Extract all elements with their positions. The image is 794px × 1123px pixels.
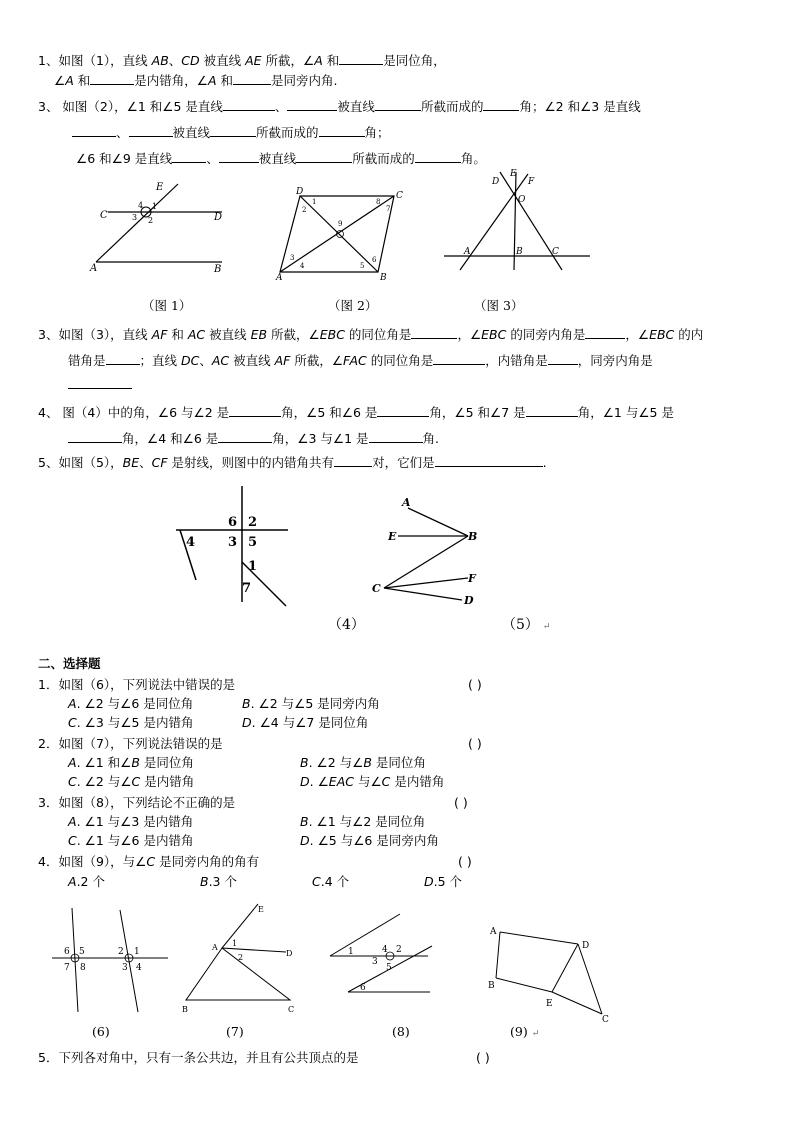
figure-4: [176, 486, 296, 610]
caption-fig7: (7): [226, 1024, 244, 1039]
angle-3: 3: [372, 957, 378, 967]
choice-q4-stem: 4．如图（9），与∠C 是同旁内角的角有: [38, 854, 260, 869]
choice-q1-c[interactable]: C. ∠3 与∠5 是内错角: [68, 715, 194, 730]
answer-blank[interactable]: [68, 376, 132, 389]
label-F: F: [468, 572, 476, 585]
angle-1: 1: [248, 559, 258, 574]
q4-line2: 角，∠4 和∠6 是 角，∠3 与∠1 是 角.: [68, 430, 439, 447]
choice-q1-stem: 1．如图（6），下列说法中错误的是: [38, 677, 236, 692]
label-A: A: [464, 247, 471, 257]
angle-4: 4: [382, 945, 388, 955]
label-A: A: [402, 496, 411, 509]
q2-line1: 3、 如图（2），∠1 和∠5 是直线 、 被直线 所截而成的 角；∠2 和∠3 是直线: [38, 99, 641, 114]
choice-q3-d[interactable]: D. ∠5 与∠6 是同旁内角: [300, 833, 439, 848]
answer-blank[interactable]: [296, 150, 352, 163]
angle-3: 3: [228, 535, 238, 550]
q5-line: 5、如图（5），BE、CF 是射线，则图中的内错角共有 对，它们是 .: [38, 455, 547, 470]
return-mark: ↵: [531, 1029, 540, 1039]
figure-8: [328, 908, 438, 1000]
q2-line3: ∠6 和∠9 是直线 、 被直线 所截而成的 角。: [76, 151, 486, 166]
choice-q1-a[interactable]: A. ∠2 与∠6 是同位角: [68, 696, 194, 711]
figure-1: [86, 180, 236, 280]
answer-blank[interactable]: [106, 352, 140, 365]
answer-blank[interactable]: [90, 72, 134, 85]
answer-blank[interactable]: [218, 430, 272, 443]
angle-6: 6: [64, 947, 70, 957]
choice-q3-b[interactable]: B. ∠1 与∠2 是同位角: [300, 814, 426, 829]
label-E: E: [388, 530, 397, 543]
label-A: A: [212, 943, 218, 952]
choice-q2-stem: 2．如图（7），下列说法错误的是: [38, 736, 223, 751]
angle-4: 4: [136, 963, 142, 973]
label-D: D: [464, 594, 474, 607]
choice-q4-b[interactable]: B.3 个: [200, 874, 237, 889]
label-C: C: [372, 582, 381, 595]
angle-7: 7: [64, 963, 70, 973]
choice-q2-b[interactable]: B. ∠2 与∠B 是同位角: [300, 755, 426, 770]
label-O: O: [518, 195, 526, 205]
choice-q1-d[interactable]: D. ∠4 与∠7 是同位角: [242, 715, 369, 730]
answer-blank[interactable]: [433, 352, 485, 365]
angle-9: 9: [338, 220, 343, 228]
caption-fig4: （4）: [328, 617, 365, 633]
label-B: B: [516, 247, 523, 257]
answer-blank[interactable]: [229, 404, 281, 417]
answer-blank[interactable]: [172, 150, 206, 163]
choice-q2-a[interactable]: A. ∠1 和∠B 是同位角: [68, 755, 194, 770]
answer-blank[interactable]: [287, 98, 337, 111]
label-C: C: [602, 1015, 609, 1025]
label-B: B: [488, 981, 495, 991]
answer-blank[interactable]: [585, 326, 625, 339]
figure-5: [370, 496, 490, 608]
label-E: E: [510, 169, 517, 179]
caption-fig6: (6): [92, 1024, 110, 1039]
answer-blank[interactable]: [375, 98, 421, 111]
choice-q1-paren[interactable]: ( ): [468, 677, 482, 692]
angle-6: 6: [372, 256, 377, 264]
answer-blank[interactable]: [233, 72, 271, 85]
angle-1: 1: [232, 939, 238, 948]
angle-4: 4: [138, 201, 144, 210]
answer-blank[interactable]: [72, 124, 116, 137]
q3-line3: [68, 376, 132, 393]
angle-5: 5: [79, 947, 85, 957]
angle-4: 4: [300, 262, 305, 270]
answer-blank[interactable]: [415, 150, 461, 163]
angle-2: 2: [396, 945, 402, 955]
angle-2: 2: [248, 515, 258, 530]
choice-q3-a[interactable]: A. ∠1 与∠3 是内错角: [68, 814, 194, 829]
answer-blank[interactable]: [526, 404, 578, 417]
angle-7: 7: [386, 205, 391, 213]
q3-line1: 3、如图（3），直线 AF 和 AC 被直线 EB 所截，∠EBC 的同位角是 ，∠EBC 的同旁内角是 ，∠EBC 的内: [38, 327, 704, 342]
caption-fig2: （图 2）: [328, 298, 378, 313]
answer-blank[interactable]: [319, 124, 365, 137]
answer-blank[interactable]: [548, 352, 578, 365]
angle-2: 2: [118, 947, 124, 957]
caption-fig9: (9) ↵: [510, 1024, 540, 1039]
q4-line1: 4、 图（4）中的角，∠6 与∠2 是 角，∠5 和∠6 是 角，∠5 和∠7 是 角，∠1 与∠5 是: [38, 405, 674, 420]
label-F: F: [528, 177, 535, 187]
choice-q4-a[interactable]: A.2 个: [68, 874, 105, 889]
label-A: A: [90, 263, 98, 274]
answer-blank[interactable]: [129, 124, 173, 137]
angle-4: 4: [186, 535, 196, 550]
answer-blank[interactable]: [483, 98, 519, 111]
answer-blank[interactable]: [68, 430, 122, 443]
label-C: C: [100, 210, 108, 221]
label-D: D: [296, 187, 304, 197]
angle-8: 8: [376, 198, 381, 206]
label-C: C: [552, 247, 559, 257]
angle-7: 7: [242, 581, 252, 596]
angle-2: 2: [238, 953, 244, 962]
answer-blank[interactable]: [223, 98, 275, 111]
angle-1: 1: [312, 198, 317, 206]
label-E: E: [546, 999, 553, 1009]
choice-q2-c[interactable]: C. ∠2 与∠C 是内错角: [68, 774, 195, 789]
angle-8: 8: [80, 963, 86, 973]
choice-q4-d[interactable]: D.5 个: [424, 874, 463, 889]
label-E: E: [258, 905, 264, 914]
choice-q2-paren[interactable]: ( ): [468, 736, 482, 751]
choice-q5-stem: 5．下列各对角中，只有一条公共边，并且有公共顶点的是: [38, 1050, 359, 1065]
answer-blank[interactable]: [219, 150, 259, 163]
choice-q2-d[interactable]: D. ∠EAC 与∠C 是内错角: [300, 774, 445, 789]
figure-2: [276, 186, 402, 282]
label-B: B: [214, 264, 222, 275]
q1-line2: ∠A 和 是内错角，∠A 和 是同旁内角.: [54, 73, 338, 88]
answer-blank[interactable]: [210, 124, 256, 137]
answer-blank[interactable]: [377, 404, 429, 417]
q1-line1: 1、如图（1），直线 AB、CD 被直线 AE 所截，∠A 和 是同位角，: [38, 53, 446, 68]
caption-fig5: （5） ↵: [502, 617, 551, 633]
choice-q3-c[interactable]: C. ∠1 与∠6 是内错角: [68, 833, 194, 848]
angle-3: 3: [132, 213, 138, 222]
angle-5: 5: [386, 963, 392, 973]
angle-2: 2: [148, 216, 154, 225]
label-C: C: [396, 191, 403, 201]
label-B: B: [468, 530, 478, 543]
label-C: C: [288, 1005, 295, 1014]
label-D: D: [214, 212, 223, 223]
figure-6: [52, 906, 172, 1016]
angle-5: 5: [248, 535, 258, 550]
answer-blank[interactable]: [369, 430, 423, 443]
angle-5: 5: [360, 262, 365, 270]
caption-fig8: (8): [392, 1024, 410, 1039]
choice-q3-stem: 3．如图（8），下列结论不正确的是: [38, 795, 236, 810]
caption-fig3: （图 3）: [474, 298, 524, 313]
caption-fig1: （图 1）: [142, 298, 192, 313]
figure-9: [486, 922, 616, 1024]
angle-1: 1: [348, 947, 354, 957]
angle-6: 6: [228, 515, 238, 530]
figure-7: [182, 900, 302, 1016]
q3-line2: 错角是 ；直线 DC、AC 被直线 AF 所截，∠FAC 的同位角是 ，内错角是 ，同旁内角是: [68, 353, 653, 368]
label-D: D: [582, 941, 590, 951]
angle-1: 1: [152, 202, 158, 211]
angle-6: 6: [360, 983, 366, 993]
section-title: 二、选择题: [38, 656, 101, 671]
answer-blank[interactable]: [339, 52, 383, 65]
angle-3: 3: [290, 254, 295, 262]
choice-q3-paren[interactable]: ( ): [454, 795, 468, 810]
choice-q1-b[interactable]: B. ∠2 与∠5 是同旁内角: [242, 696, 380, 711]
label-E: E: [156, 182, 164, 193]
label-A: A: [490, 927, 497, 937]
label-B: B: [380, 273, 387, 283]
angle-1: 1: [134, 947, 140, 957]
angle-2: 2: [302, 206, 307, 214]
label-A: A: [276, 273, 283, 283]
angle-3: 3: [122, 963, 128, 973]
answer-blank[interactable]: [334, 454, 372, 467]
return-mark: ↵: [542, 622, 551, 632]
label-B: B: [182, 1005, 188, 1014]
figure-3: [438, 170, 594, 274]
choice-q4-paren[interactable]: ( ): [458, 854, 472, 869]
choice-q5-paren[interactable]: ( ): [476, 1050, 490, 1065]
label-D: D: [492, 177, 500, 187]
answer-blank[interactable]: [435, 454, 543, 467]
choice-q4-c[interactable]: C.4 个: [312, 874, 350, 889]
label-D: D: [286, 949, 293, 958]
answer-blank[interactable]: [411, 326, 457, 339]
q2-line2: 、 被直线 所截而成的 角；: [72, 124, 390, 141]
